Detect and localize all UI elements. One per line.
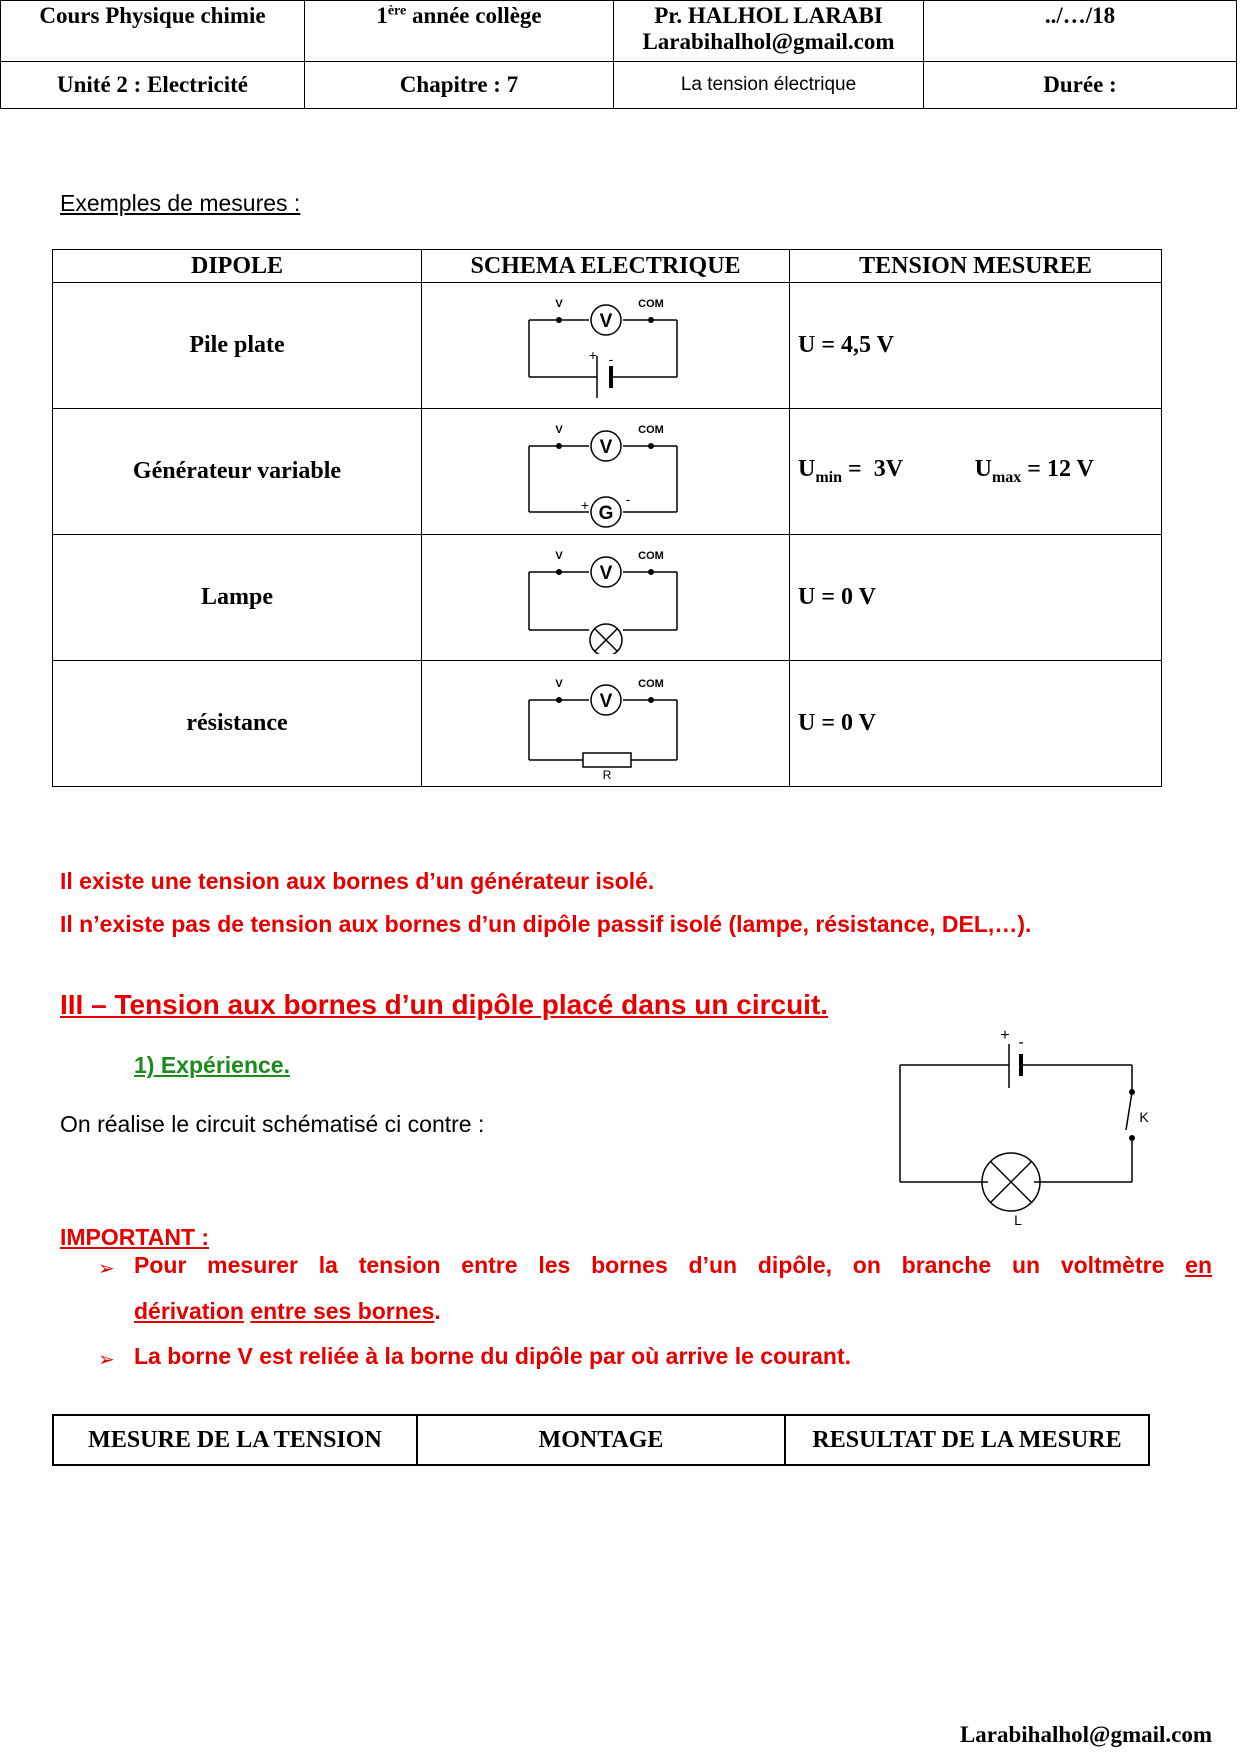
circuit-resistor-diagram xyxy=(511,668,701,780)
measure-table xyxy=(52,1414,1150,1466)
svg-text:V: V xyxy=(599,690,612,712)
svg-text:-: - xyxy=(625,490,630,507)
svg-text:COM: COM xyxy=(637,423,664,436)
dipole-name: résistance xyxy=(53,661,422,787)
circuit-lamp-diagram xyxy=(511,542,701,654)
table-row xyxy=(53,409,1162,535)
svg-text:L: L xyxy=(1014,1212,1022,1228)
teacher-cell: Pr. HALHOL LARABI Larabihalhol@gmail.com xyxy=(614,1,924,62)
schema-cell xyxy=(422,409,790,535)
examples-intro: Exemples de mesures : xyxy=(60,190,301,216)
schema-cell xyxy=(422,535,790,661)
table-row xyxy=(53,661,1162,787)
section-title: III – Tension aux bornes d’un dipôle placé dans un circuit. xyxy=(60,989,829,1020)
duration-cell: Durée : xyxy=(924,62,1237,109)
tension-value: $U_{min} = 3V$ $U_{max} = 12$ V xyxy=(790,409,1162,535)
svg-text:+: + xyxy=(580,496,589,513)
col-dipole: DIPOLE xyxy=(53,250,422,283)
arrow-bullet-icon: ➢ xyxy=(98,1349,115,1371)
dipole-name: Lampe xyxy=(53,535,422,661)
important-bullet-cont: dérivation entre ses bornes. xyxy=(134,1298,441,1324)
svg-text:V: V xyxy=(554,677,563,690)
svg-text:V: V xyxy=(554,297,563,310)
footer-email: Larabihalhol@gmail.com xyxy=(959,1722,1212,1747)
table-row xyxy=(53,535,1162,661)
svg-text:-: - xyxy=(608,350,613,367)
circuit-battery-diagram xyxy=(511,290,701,402)
experience-title: 1) Expérience. xyxy=(134,1052,290,1078)
col-tension: TENSION MESUREE xyxy=(790,250,1162,283)
conclusion-line: Il n’existe pas de tension aux bornes d’un dipôle passif isolé (lampe, résistance, DEL,…). xyxy=(60,911,1032,937)
arrow-bullet-icon: ➢ xyxy=(98,1258,115,1280)
unit-cell: Unité 2 : Electricité xyxy=(1,62,305,109)
svg-text:G: G xyxy=(598,502,613,524)
series-circuit-diagram xyxy=(890,1020,1150,1230)
important-title: IMPORTANT : xyxy=(60,1224,210,1250)
svg-text:K: K xyxy=(1139,1109,1149,1125)
col-montage: MONTAGE xyxy=(417,1415,785,1465)
svg-text:+: + xyxy=(588,346,597,363)
svg-text:R: R xyxy=(602,767,611,780)
circuit-generator-diagram xyxy=(511,416,701,528)
col-mesure: MESURE DE LA TENSION xyxy=(53,1415,417,1465)
examples-table xyxy=(52,249,1162,787)
svg-text:+: + xyxy=(1000,1027,1010,1044)
col-schema: SCHEMA ELECTRIQUE xyxy=(422,250,790,283)
level-cell: 1ère année collège xyxy=(305,1,614,62)
svg-text:V: V xyxy=(599,562,612,584)
resistor-icon xyxy=(583,753,631,767)
date-cell: ../…/18 xyxy=(924,1,1237,62)
col-resultat: RESULTAT DE LA MESURE xyxy=(785,1415,1149,1465)
course-cell: Cours Physique chimie xyxy=(1,1,305,62)
tension-value: U = 0 V xyxy=(790,535,1162,661)
switch-icon xyxy=(1126,1092,1132,1130)
svg-text:COM: COM xyxy=(637,677,664,690)
conclusion-line: Il existe une tension aux bornes d’un générateur isolé. xyxy=(60,868,655,894)
important-bullet: La borne V est reliée à la borne du dipôle par où arrive le courant. xyxy=(134,1343,852,1369)
svg-text:COM: COM xyxy=(637,297,664,310)
table-row xyxy=(53,283,1162,409)
schema-cell xyxy=(422,283,790,409)
svg-text:V: V xyxy=(554,423,563,436)
svg-text:V: V xyxy=(599,436,612,458)
header-table xyxy=(0,0,1237,109)
tension-value: U = 4,5 V xyxy=(790,283,1162,409)
svg-text:-: - xyxy=(1018,1034,1024,1051)
svg-text:V: V xyxy=(599,310,612,332)
schema-cell xyxy=(422,661,790,787)
dipole-name: Générateur variable xyxy=(53,409,422,535)
experience-text: On réalise le circuit schématisé ci contre : xyxy=(60,1111,485,1137)
tension-value: U = 0 V xyxy=(790,661,1162,787)
svg-text:COM: COM xyxy=(637,549,664,562)
topic-cell: La tension électrique xyxy=(614,62,924,109)
dipole-name: Pile plate xyxy=(53,283,422,409)
svg-text:V: V xyxy=(554,549,563,562)
chapter-cell: Chapitre : 7 xyxy=(305,62,614,109)
important-bullet: Pour mesurer la tension entre les bornes d’un dipôle, on branche un voltmètre en xyxy=(134,1252,1212,1278)
